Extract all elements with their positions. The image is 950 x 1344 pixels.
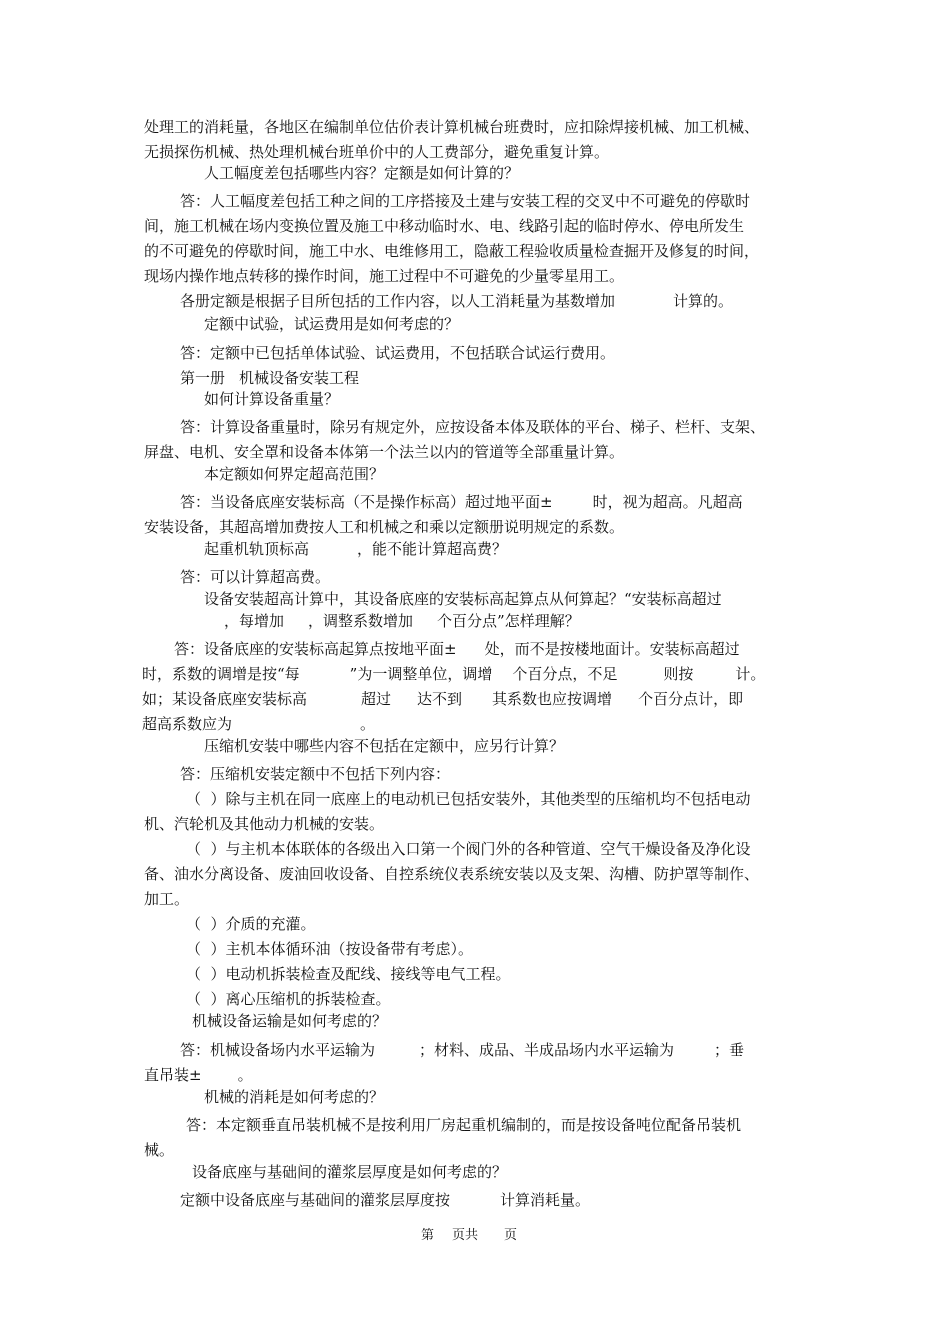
answer-line: 答：压缩机安装定额中不包括下列内容：: [180, 765, 451, 783]
text-line: 现场内操作地点转移的操作时间，施工过程中不可避免的少量零星用工。: [144, 267, 625, 285]
text-line: 机、汽轮机及其他动力机械的安装。: [144, 815, 385, 833]
answer-line: 答：设备底座的安装标高起算点按地平面± 处，而不是按楼地面计。安装标高超过: [174, 640, 740, 658]
question-line: 定额中试验，试运费用是如何考虑的？: [204, 315, 460, 333]
text-line: 如；某设备底座安装标高 超过 达不到 其系数也应按调增 个百分点计，即: [142, 690, 744, 708]
text-line: 屏盘、电机、安全罩和设备本体第一个法兰以内的管道等全部重量计算。: [144, 443, 625, 461]
footer-total-suffix: 页: [504, 1228, 518, 1243]
question-line: 如何计算设备重量？: [204, 390, 340, 408]
text-line: 无损探伤机械、热处理机械台班单价中的人工费部分，避免重复计算。: [144, 143, 610, 161]
answer-line: 答：可以计算超高费。: [180, 568, 331, 586]
text-line: 的不可避免的停歇时间，施工中水、电维修用工，隐蔽工程验收质量检查掘开及修复的时间，: [144, 242, 760, 260]
question-line: 本定额如何界定超高范围？: [204, 465, 385, 483]
question-line: ，每增加 ，调整系数增加 个百分点”怎样理解？: [224, 612, 580, 630]
question-line: 压缩机安装中哪些内容不包括在定额中，应另行计算？: [204, 737, 565, 755]
answer-line: 答：计算设备重量时，除另有规定外，应按设备本体及联体的平台、梯子、栏杆、支架、: [180, 418, 766, 436]
text-line: 直吊装± 。: [144, 1066, 253, 1084]
answer-line: 答：当设备底座安装标高（不是操作标高）超过地平面± 时，视为超高。凡超高: [180, 493, 743, 511]
list-item: （ ）电动机拆装检查及配线、接线等电气工程。: [186, 965, 511, 983]
question-line: 机械设备运输是如何考虑的？: [192, 1012, 388, 1030]
footer-total-prefix: 页共: [452, 1228, 479, 1243]
text-line: 间，施工机械在场内变换位置及施工中移动临时水、电、线路引起的临时停水、停电所发生: [144, 217, 745, 235]
text-line: 处理工的消耗量，各地区在编制单位估价表计算机械台班费时，应扣除焊接机械、加工机械、: [144, 118, 760, 136]
answer-line: 答：本定额垂直吊装机械不是按利用厂房起重机编制的，而是按设备吨位配备吊装机: [186, 1116, 742, 1134]
question-line: 起重机轨顶标高 ，能不能计算超高费？: [204, 540, 508, 558]
question-line: 设备底座与基础间的灌浆层厚度是如何考虑的？: [192, 1163, 508, 1181]
text-line: 定额中设备底座与基础间的灌浆层厚度按 计算消耗量。: [180, 1191, 591, 1209]
list-item: （ ）除与主机在同一底座上的电动机已包括安装外，其他类型的压缩机均不包括电动: [186, 790, 751, 808]
answer-line: 答：人工幅度差包括工种之间的工序搭接及土建与安装工程的交叉中不可避免的停歇时: [180, 192, 751, 210]
list-item: （ ）介质的充灌。: [186, 915, 316, 933]
text-line: 超高系数应为 。: [142, 715, 376, 733]
text-line: 各册定额是根据子目所包括的工作内容，以人工消耗量为基数增加 计算的。: [180, 292, 734, 310]
footer-page-label: 第: [421, 1228, 435, 1243]
answer-line: 答：定额中已包括单体试验、试运费用，不包括联合试运行费用。: [180, 344, 616, 362]
text-line: 备、油水分离设备、废油回收设备、自控系统仪表系统安装以及支架、沟槽、防护罩等制作、: [144, 865, 760, 883]
text-line: 安装设备，其超高增加费按人工和机械之和乘以定额册说明规定的系数。: [144, 518, 625, 536]
section-heading: 第一册 机械设备安装工程: [180, 369, 360, 387]
question-line: 设备安装超高计算中，其设备底座的安装标高起算点从何算起？“安装标高超过: [204, 590, 722, 608]
question-line: 机械的消耗是如何考虑的？: [204, 1088, 385, 1106]
question-line: 人工幅度差包括哪些内容？定额是如何计算的？: [204, 164, 520, 182]
answer-line: 答：机械设备场内水平运输为 ；材料、成品、半成品场内水平运输为 ；垂: [180, 1041, 745, 1059]
list-item: （ ）离心压缩机的拆装检查。: [186, 990, 391, 1008]
text-line: 时，系数的调增是按“每 ”为一调整单位，调增 个百分点，不足 则按 计。: [142, 665, 766, 683]
text-line: 械。: [144, 1141, 175, 1159]
text-line: 加工。: [144, 890, 190, 908]
page-footer: [421, 1224, 517, 1243]
list-item: （ ）主机本体循环油（按设备带有考虑）。: [186, 940, 474, 958]
list-item: （ ）与主机本体联体的各级出入口第一个阀门外的各种管道、空气干燥设备及净化设: [186, 840, 751, 858]
